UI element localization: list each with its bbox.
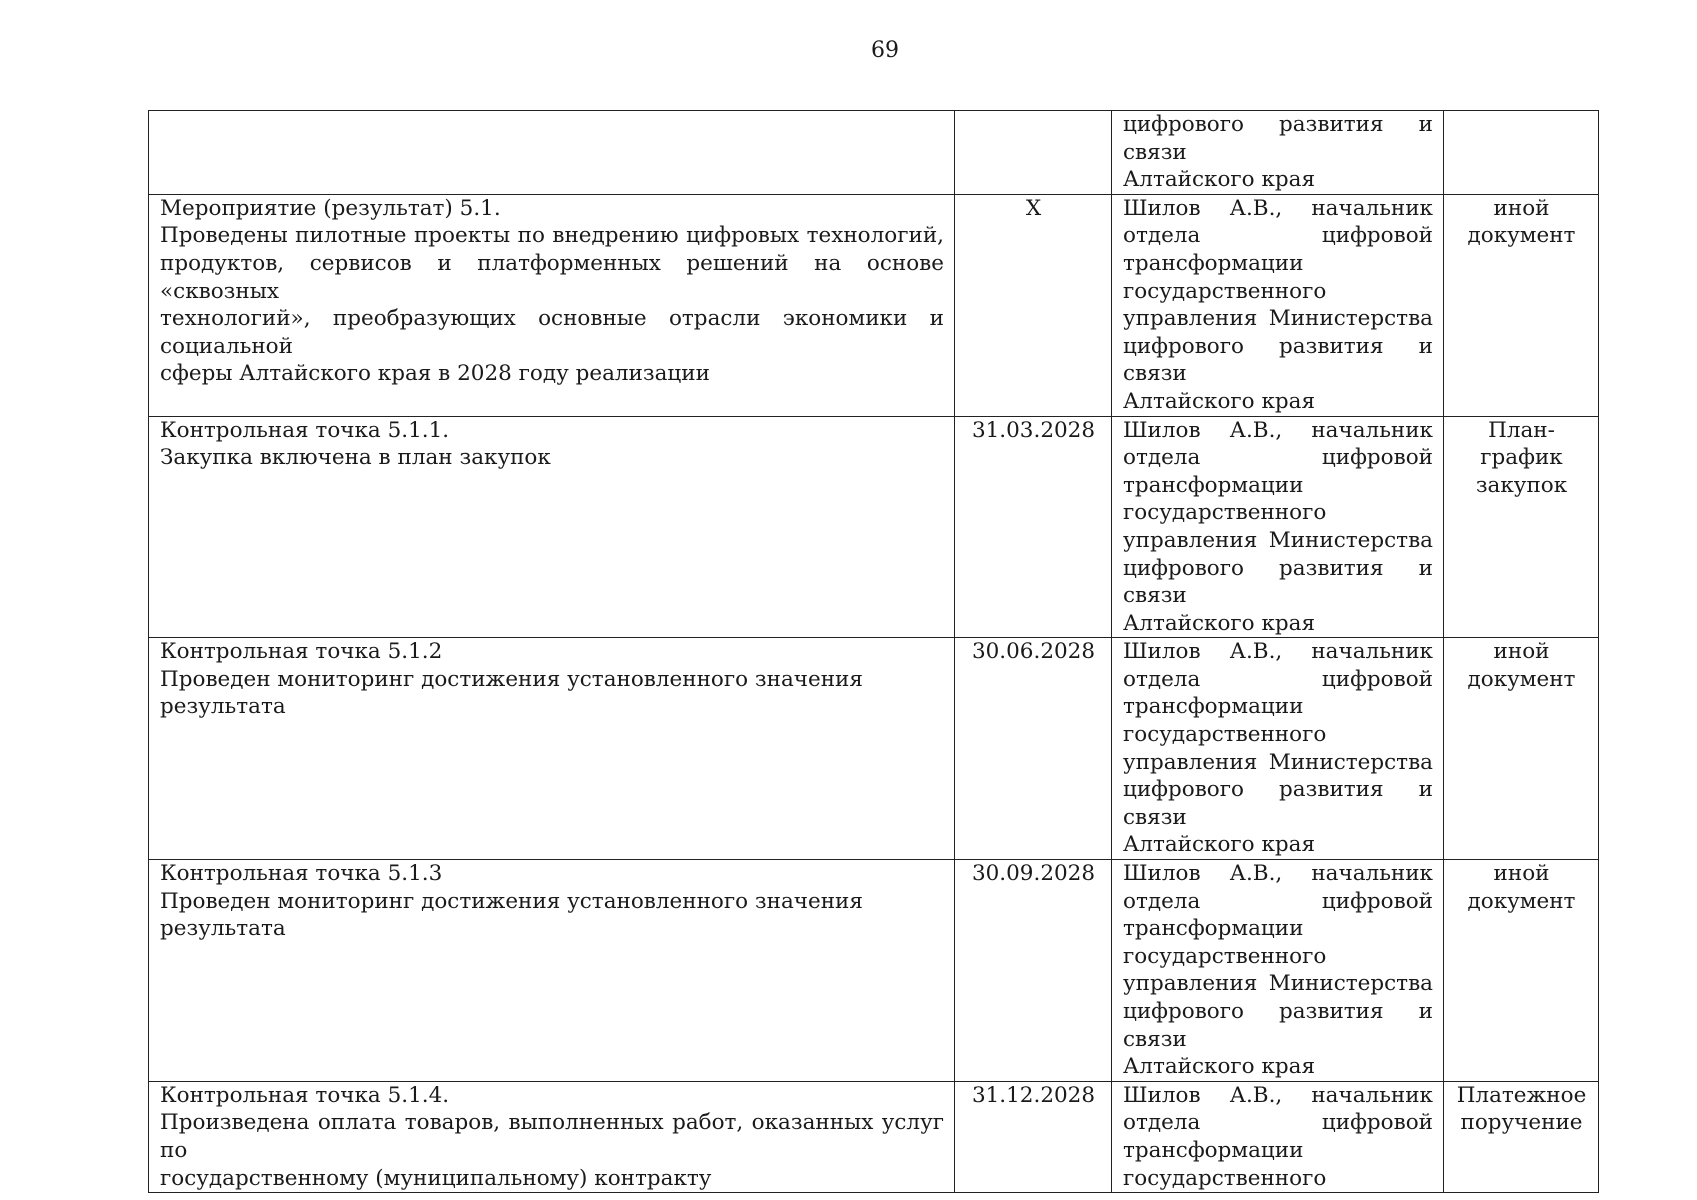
responsible-line: цифрового развития и связи bbox=[1123, 333, 1433, 387]
responsible-line: отдела цифровой bbox=[1123, 666, 1433, 692]
document-type-line: документ bbox=[1467, 888, 1576, 914]
responsible-line: Шилов А.В., начальник bbox=[1123, 861, 1433, 887]
document-type-line: иной bbox=[1493, 639, 1550, 665]
page-number: 69 bbox=[871, 38, 899, 63]
event-description-cell bbox=[149, 638, 955, 860]
responsible-line: трансформации bbox=[1123, 250, 1304, 276]
responsible-line: Шилов А.В., начальник bbox=[1123, 639, 1433, 665]
event-description-cell bbox=[149, 1081, 955, 1192]
event-title: Мероприятие (результат) 5.1. bbox=[160, 195, 501, 221]
responsible-line: отдела цифровой bbox=[1123, 445, 1433, 471]
responsible-line: Алтайского края bbox=[1123, 832, 1316, 858]
responsible-person-cell bbox=[1112, 416, 1444, 638]
document-type-cell bbox=[1444, 416, 1599, 638]
event-description-cell bbox=[149, 416, 955, 638]
responsible-line: государственного bbox=[1123, 1165, 1327, 1191]
deadline-date: 30.06.2028 bbox=[971, 639, 1096, 665]
event-description-line: продуктов, сервисов и платформенных решений на основе «сквозных bbox=[160, 250, 944, 304]
table-row bbox=[149, 194, 1599, 416]
responsible-person-cell bbox=[1112, 194, 1444, 416]
responsible-line: Алтайского края bbox=[1123, 167, 1316, 193]
event-description-line: Закупка включена в план закупок bbox=[160, 445, 551, 471]
table-body bbox=[149, 111, 1599, 1193]
responsible-line: отдела цифровой bbox=[1123, 888, 1433, 914]
responsible-line: цифрового развития и связи bbox=[1123, 112, 1433, 165]
deadline-cell bbox=[955, 860, 1112, 1082]
responsible-line: отдела цифровой bbox=[1123, 223, 1433, 249]
document-type-line: документ bbox=[1467, 223, 1576, 249]
responsible-line: цифрового развития и связи bbox=[1123, 555, 1433, 609]
responsible-line: Алтайского края bbox=[1123, 388, 1316, 414]
responsible-line: Алтайского края bbox=[1123, 1054, 1316, 1080]
document-type-cell bbox=[1444, 860, 1599, 1082]
deadline-cell bbox=[955, 194, 1112, 416]
responsible-line: государственного bbox=[1123, 500, 1327, 526]
event-title: Контрольная точка 5.1.1. bbox=[160, 417, 450, 443]
event-title: Контрольная точка 5.1.3 bbox=[160, 861, 443, 887]
responsible-person-cell bbox=[1112, 1081, 1444, 1192]
deadline-cell bbox=[955, 1081, 1112, 1192]
responsible-person-cell bbox=[1112, 638, 1444, 860]
document-type-cell bbox=[1444, 194, 1599, 416]
responsible-line: цифрового развития и связи bbox=[1123, 777, 1433, 830]
document-type-line: План-график bbox=[1480, 417, 1563, 471]
responsible-person-cell bbox=[1112, 111, 1444, 195]
event-description-line: технологий», преобразующих основные отрасли экономики и социальной bbox=[160, 306, 944, 359]
document-type-cell bbox=[1444, 111, 1599, 195]
responsible-line: Алтайского края bbox=[1123, 610, 1316, 636]
table-row bbox=[149, 860, 1599, 1082]
responsible-line: трансформации bbox=[1123, 694, 1304, 720]
document-type-line: иной bbox=[1493, 861, 1550, 887]
control-points-table bbox=[148, 110, 1599, 1193]
deadline-cell bbox=[955, 638, 1112, 860]
deadline-cell bbox=[955, 416, 1112, 638]
deadline-date: 31.03.2028 bbox=[971, 417, 1096, 443]
document-type-line: документ bbox=[1467, 666, 1576, 692]
event-description-line: Проведен мониторинг достижения установленного значения результата bbox=[160, 666, 863, 720]
responsible-line: цифрового развития и связи bbox=[1123, 999, 1433, 1052]
document-type-cell bbox=[1444, 1081, 1599, 1192]
event-description-line: Проведены пилотные проекты по внедрению цифровых технологий, bbox=[160, 223, 944, 249]
responsible-line: государственного bbox=[1123, 278, 1327, 304]
event-description-cell bbox=[149, 111, 955, 195]
responsible-line: отдела цифровой bbox=[1123, 1110, 1433, 1136]
table-row bbox=[149, 638, 1599, 860]
document-type-line: закупок bbox=[1475, 472, 1568, 498]
responsible-line: Шилов А.В., начальник bbox=[1123, 1082, 1433, 1108]
responsible-line: управления Министерства bbox=[1123, 749, 1433, 775]
deadline-cell bbox=[955, 111, 1112, 195]
table-row bbox=[149, 111, 1599, 195]
event-description-cell bbox=[149, 194, 955, 416]
table-row bbox=[149, 1081, 1599, 1192]
deadline-date: X bbox=[1025, 195, 1042, 221]
document-type-line: поручение bbox=[1460, 1110, 1583, 1136]
responsible-line: трансформации bbox=[1123, 1137, 1304, 1163]
document-type-cell bbox=[1444, 638, 1599, 860]
event-description-line: Произведена оплата товаров, выполненных работ, оказанных услуг по bbox=[160, 1110, 944, 1163]
responsible-line: трансформации bbox=[1123, 472, 1304, 498]
event-title: Контрольная точка 5.1.4. bbox=[160, 1082, 450, 1108]
table-row bbox=[149, 416, 1599, 638]
deadline-date: 31.12.2028 bbox=[971, 1082, 1096, 1108]
responsible-person-cell bbox=[1112, 860, 1444, 1082]
event-title: Контрольная точка 5.1.2 bbox=[160, 639, 443, 665]
responsible-line: Шилов А.В., начальник bbox=[1123, 417, 1433, 443]
responsible-line: управления Министерства bbox=[1123, 971, 1433, 997]
document-type-line: Платежное bbox=[1456, 1082, 1587, 1108]
event-description-line: сферы Алтайского края в 2028 году реализации bbox=[160, 361, 710, 387]
responsible-line: управления Министерства bbox=[1123, 527, 1433, 553]
document-type-line: иной bbox=[1493, 195, 1550, 221]
responsible-line: трансформации bbox=[1123, 916, 1304, 942]
deadline-date: 30.09.2028 bbox=[971, 861, 1096, 887]
responsible-line: государственного bbox=[1123, 722, 1327, 748]
event-description-line: Проведен мониторинг достижения установленного значения результата bbox=[160, 888, 863, 942]
responsible-line: государственного bbox=[1123, 943, 1327, 969]
responsible-line: Шилов А.В., начальник bbox=[1123, 195, 1433, 221]
event-description-cell bbox=[149, 860, 955, 1082]
event-description-line: государственному (муниципальному) контракту bbox=[160, 1165, 712, 1191]
responsible-line: управления Министерства bbox=[1123, 306, 1433, 332]
